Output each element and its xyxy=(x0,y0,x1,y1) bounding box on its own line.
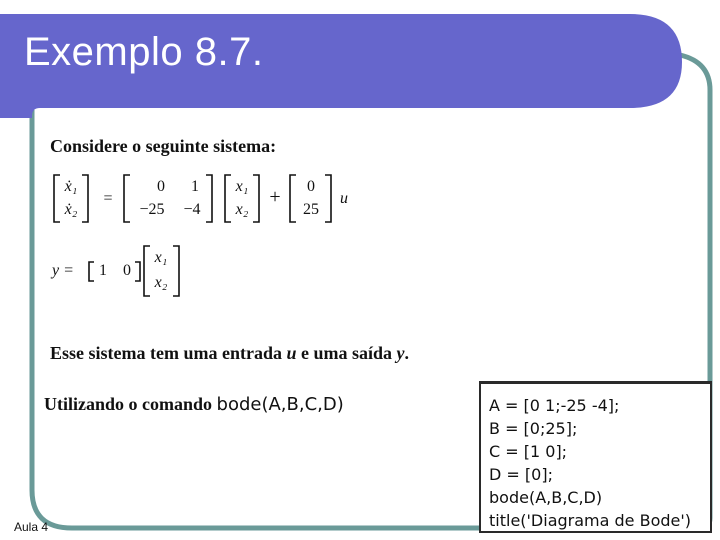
code-line-1: A = [0 1;-25 -4]; xyxy=(489,396,620,415)
xdot1: ẋ₁ xyxy=(64,178,78,195)
code-line-5: bode(A,B,C,D) xyxy=(489,488,603,507)
slide-title: Exemplo 8.7. xyxy=(24,30,264,74)
command-sentence xyxy=(44,394,344,415)
y-equals: y = xyxy=(52,262,74,279)
matlab-code-box xyxy=(479,381,712,533)
x1: x₁ xyxy=(235,178,249,195)
io-end: . xyxy=(404,343,410,363)
io-part1: Esse sistema tem uma entrada xyxy=(50,343,287,363)
command-text: bode(A,B,C,D) xyxy=(216,394,344,415)
a12: 1 xyxy=(191,178,199,195)
code-line-2: B = [0;25]; xyxy=(489,419,578,438)
io-sentence xyxy=(50,343,409,364)
io-part2: e uma saída xyxy=(296,343,397,363)
c1: 1 xyxy=(99,262,107,279)
plus-sign: + xyxy=(269,186,281,208)
input-u: u xyxy=(340,190,348,207)
xdot2: ẋ₂ xyxy=(64,201,78,218)
out-x1: x₁ xyxy=(154,249,168,266)
io-y: y xyxy=(396,343,405,363)
code-line-3: C = [1 0]; xyxy=(489,442,568,461)
equals-sign: = xyxy=(103,190,113,207)
code-line-6: title('Diagrama de Bode') xyxy=(489,511,691,530)
b2: 25 xyxy=(303,201,319,218)
code-line-4: D = [0]; xyxy=(489,465,553,484)
a22: −4 xyxy=(183,201,201,218)
a21: −25 xyxy=(139,201,165,218)
c2: 0 xyxy=(123,262,131,279)
footer-label: Aula 4 xyxy=(14,520,49,534)
x2: x₂ xyxy=(235,201,249,218)
a11: 0 xyxy=(157,178,165,195)
b1: 0 xyxy=(307,178,315,195)
out-x2: x₂ xyxy=(154,274,168,291)
io-u: u xyxy=(286,343,297,363)
command-label: Utilizando o comando xyxy=(44,394,213,414)
intro-text: Considere o seguinte sistema: xyxy=(50,136,277,156)
